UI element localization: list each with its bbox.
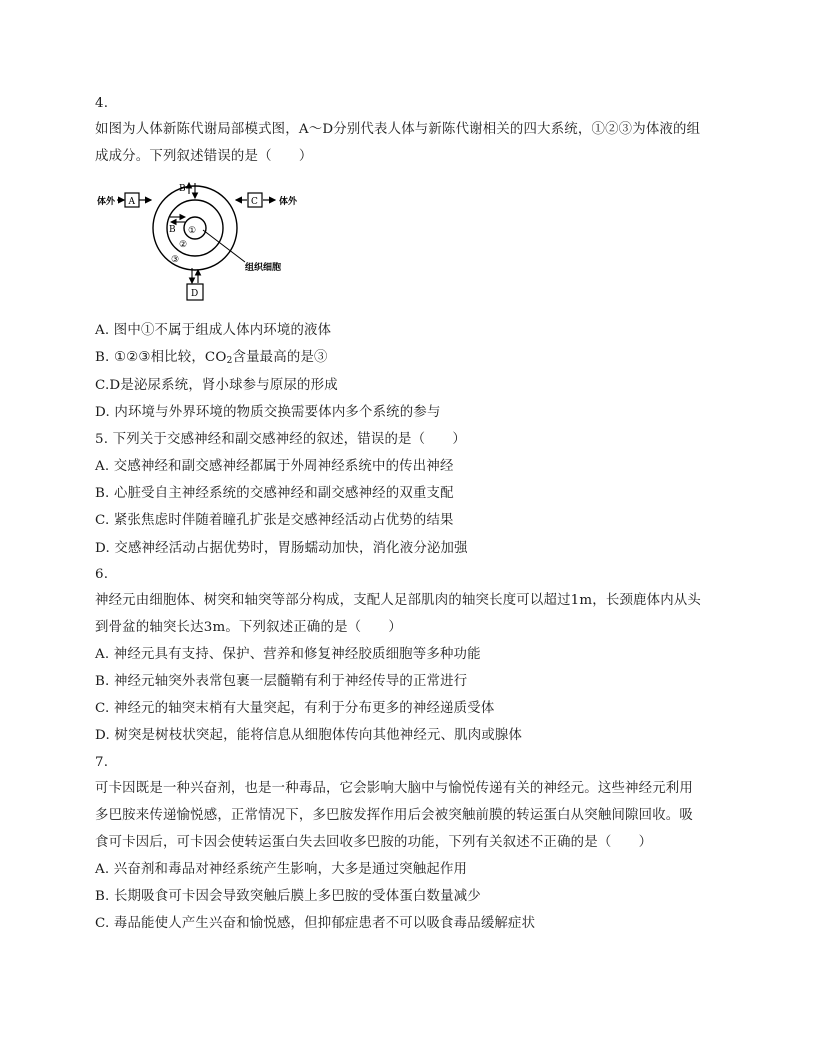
label-b-top: B: [179, 184, 186, 194]
q4-option-b-subscript: 2: [226, 356, 233, 366]
fluid-3-label: ③: [171, 255, 180, 265]
q4-stem-line2: 成成分。下列叙述错误的是（ ）: [95, 149, 313, 164]
outside-right-label: 体外: [279, 197, 298, 207]
fluid-2-label: ②: [179, 240, 188, 250]
q7-option-c: C. 毒品能使人产生兴奋和愉悦感，但抑郁症患者不可以吸食毒品缓解症状: [95, 916, 536, 931]
box-d-label: D: [191, 289, 199, 299]
outside-left-label: 体外: [97, 197, 116, 207]
q5-stem: 5. 下列关于交感神经和副交感神经的叙述，错误的是（ ）: [95, 432, 466, 447]
metabolism-diagram: [95, 180, 310, 305]
q4-option-b-text: B. ①②③相比较，CO: [95, 350, 227, 365]
q7-option-a: A. 兴奋剂和毒品对神经系统产生影响，大多是通过突触起作用: [95, 862, 468, 877]
fluid-1-label: ①: [188, 226, 197, 236]
q7-option-b: B. 长期吸食可卡因会导致突触后膜上多巴胺的受体蛋白数量减少: [95, 889, 481, 904]
box-c-label: C: [251, 197, 258, 207]
q6-option-c: C. 神经元的轴突末梢有大量突起，有利于分布更多的神经递质受体: [95, 701, 495, 716]
q7-stem-line3: 食可卡因后，可卡因会使转运蛋白失去回收多巴胺的功能，下列有关叙述不正确的是（ ）: [95, 835, 653, 850]
label-b-inner: B: [169, 225, 176, 235]
q5-option-d: D. 交感神经活动占据优势时，胃肠蠕动加快，消化液分泌加强: [95, 541, 468, 556]
q4-option-a: A. 图中①不属于组成人体内环境的液体: [95, 323, 332, 338]
q4-option-c: C.D是泌尿系统，肾小球参与原尿的形成: [95, 378, 338, 393]
q4-number: 4.: [95, 96, 109, 111]
q6-stem-line2: 到骨盆的轴突长达3m。下列叙述正确的是（ ）: [95, 620, 403, 635]
q4-option-b: [95, 349, 328, 370]
box-a-label: A: [128, 197, 135, 207]
q6-option-a: A. 神经元具有支持、保护、营养和修复神经胶质细胞等多种功能: [95, 647, 481, 662]
q7-stem-line2: 多巴胺来传递愉悦感，正常情况下，多巴胺发挥作用后会被突触前膜的转运蛋白从突触间隙回收。吸: [95, 808, 693, 823]
q4-stem-line1: 如图为人体新陈代谢局部模式图，A～D分别代表人体与新陈代谢相关的四大系统，①②③为体液的组: [95, 122, 701, 137]
q5-option-b: B. 心脏受自主神经系统的交感神经和副交感神经的双重支配: [95, 486, 454, 501]
q6-stem-line1: 神经元由细胞体、树突和轴突等部分构成，支配人足部肌肉的轴突长度可以超过1m，长颈鹿体内从头: [95, 593, 702, 608]
q6-option-d: D. 树突是树枝状突起，能将信息从细胞体传向其他神经元、肌肉或腺体: [95, 728, 523, 743]
q4-option-d: D. 内环境与外界环境的物质交换需要体内多个系统的参与: [95, 405, 441, 420]
q5-option-c: C. 紧张焦虑时伴随着瞳孔扩张是交感神经活动占优势的结果: [95, 513, 454, 528]
tissue-cell-label: 组织细胞: [245, 263, 282, 273]
q6-option-b: B. 神经元轴突外表常包裹一层髓鞘有利于神经传导的正常进行: [95, 674, 468, 689]
q4-option-b-text-end: 含量最高的是③: [232, 350, 328, 365]
q5-option-a: A. 交感神经和副交感神经都属于外周神经系统中的传出神经: [95, 459, 454, 474]
metabolism-diagram-svg: [95, 180, 310, 305]
q7-stem-line1: 可卡因既是一种兴奋剂，也是一种毒品，它会影响大脑中与愉悦传递有关的神经元。这些神经元利用: [95, 781, 693, 796]
q7-number: 7.: [95, 755, 109, 770]
q6-number: 6.: [95, 567, 109, 582]
